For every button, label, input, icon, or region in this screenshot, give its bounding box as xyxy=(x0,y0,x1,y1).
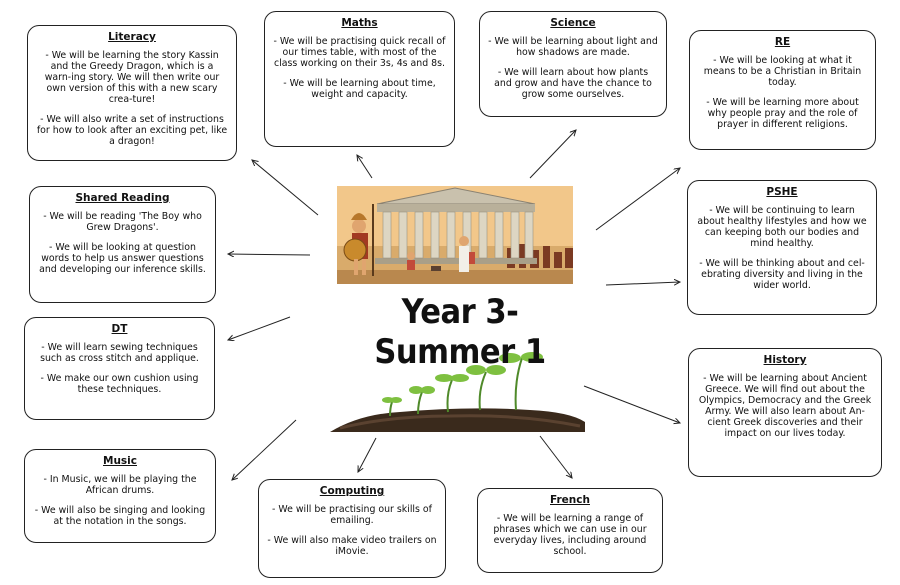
arrow-french xyxy=(540,436,572,478)
computing-heading: Computing xyxy=(319,485,385,497)
french-item-1: - We will be learning a range of phrases which we can use in our everyday lives, including around school. xyxy=(493,513,647,557)
french-heading: French xyxy=(550,494,590,506)
history-item-1: - We will be learning about Ancient Greece. We will find out about the Olympics, Democracy and the Greek Army. We will also learn about An-cient Greek discoveries and their impact on our lives today. xyxy=(698,373,872,439)
arrow-maths xyxy=(357,155,372,178)
maths-item-1: - We will be practising quick recall of our times table, with most of the class working on their 3s, 4s and 8s. xyxy=(273,36,446,69)
arrow-literacy xyxy=(252,160,318,215)
arrow-dt xyxy=(228,317,290,340)
shared-reading-heading: Shared Reading xyxy=(75,192,170,204)
maths-heading: Maths xyxy=(341,17,378,29)
history-card xyxy=(688,348,882,477)
pshe-item-2: - We will be thinking about and cel-ebrating diversity and living in the wider world. xyxy=(699,258,865,291)
history-heading: History xyxy=(763,354,807,366)
arrow-re xyxy=(596,168,680,230)
pshe-heading: PSHE xyxy=(766,186,798,198)
music-heading: Music xyxy=(103,455,137,467)
music-item-1: - In Music, we will be playing the African drums. xyxy=(43,474,197,496)
pshe-card xyxy=(687,180,877,315)
french-card xyxy=(477,488,663,573)
literacy-item-1: - We will be learning the story Kassin and the Greedy Dragon, which is a warn-ing story. We will then write our own version of this with a new scary crea-ture! xyxy=(44,50,220,105)
page-title: Year 3- Summer 1 xyxy=(374,292,546,372)
arrow-history xyxy=(584,386,680,423)
arrow-pshe xyxy=(606,282,680,285)
literacy-item-2: - We will also write a set of instructions for how to look after an exciting pet, like a dragon! xyxy=(36,114,228,147)
re-item-1: - We will be looking at what it means to be a Christian in Britain today. xyxy=(703,55,862,88)
arrow-shared-reading xyxy=(228,254,310,255)
shared-reading-item-2: - We will be looking at question words to help us answer questions and developing our inference skills. xyxy=(39,242,206,275)
computing-item-2: - We will also make video trailers on iMovie. xyxy=(267,535,437,557)
re-item-2: - We will be learning more about why people pray and the role of prayer in different religions. xyxy=(706,97,859,130)
science-item-2: - We will learn about how plants and grow and have the chance to grow some ourselves. xyxy=(494,67,652,100)
re-card xyxy=(689,30,876,150)
computing-card xyxy=(258,479,446,578)
literacy-card xyxy=(27,25,237,161)
dt-heading: DT xyxy=(111,323,128,335)
re-heading: RE xyxy=(774,36,791,48)
dt-card xyxy=(24,317,215,420)
literacy-heading: Literacy xyxy=(108,31,156,43)
arrow-music xyxy=(232,420,296,480)
arrow-computing xyxy=(358,438,376,472)
arrow-science xyxy=(530,130,576,178)
dt-item-2: - We make our own cushion using these techniques. xyxy=(40,373,199,395)
computing-item-1: - We will be practising our skills of emailing. xyxy=(272,504,432,526)
science-heading: Science xyxy=(550,17,596,29)
science-card xyxy=(479,11,667,117)
greek-temple-illustration xyxy=(337,186,573,284)
pshe-item-1: - We will be continuing to learn about healthy lifestyles and how we can keeping both our bodies and mind healthy. xyxy=(697,205,867,249)
shared-reading-item-1: - We will be reading 'The Boy who Grew Dragons'. xyxy=(43,211,202,233)
maths-item-2: - We will be learning about time, weight and capacity. xyxy=(283,78,436,100)
science-item-1: - We will be learning about light and how shadows are made. xyxy=(488,36,658,58)
music-item-2: - We will also be singing and looking at the notation in the songs. xyxy=(34,505,206,527)
music-card xyxy=(24,449,216,543)
maths-card xyxy=(264,11,455,147)
shared-reading-card xyxy=(29,186,216,303)
dt-item-1: - We will learn sewing techniques such as cross stitch and applique. xyxy=(40,342,199,364)
